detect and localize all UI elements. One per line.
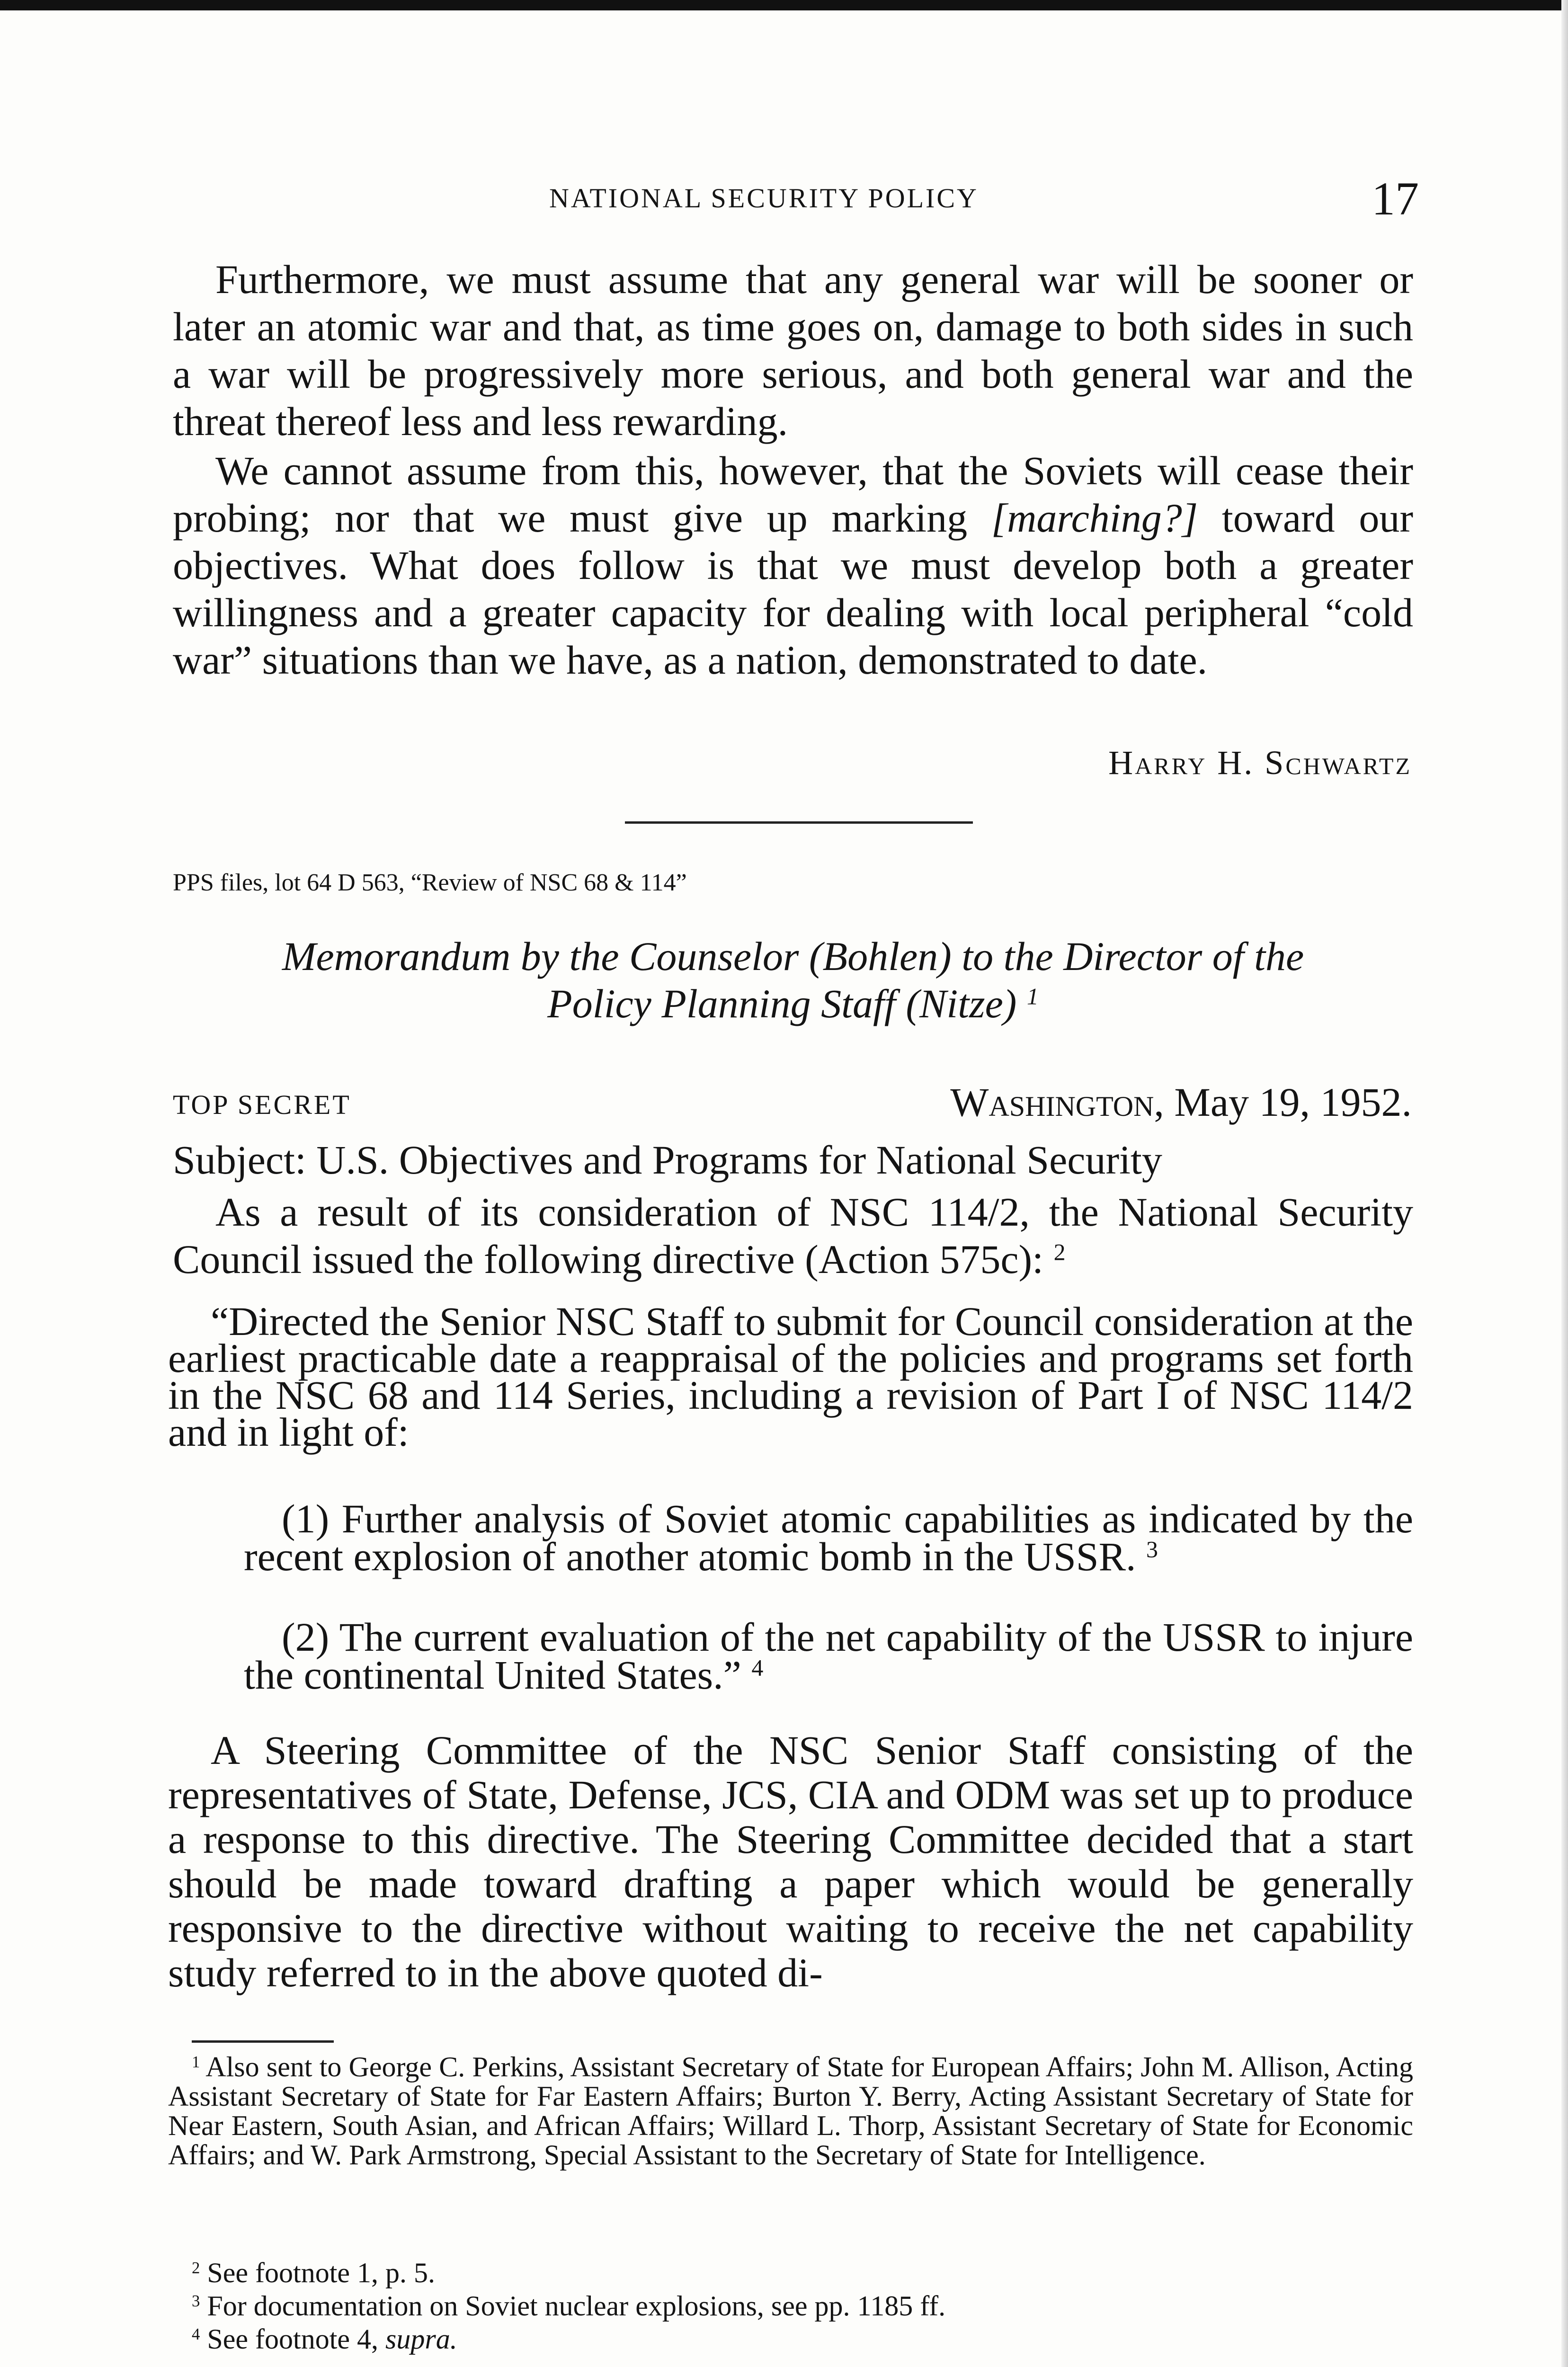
footnote-4-number: 4 <box>192 2324 200 2343</box>
footnote-2-text: See footnote 1, p. 5. <box>207 2257 435 2288</box>
editorial-insertion: [marching?] <box>991 495 1198 541</box>
footnote-4-text: See footnote 4, <box>207 2323 385 2355</box>
classification: TOP SECRET <box>173 1089 351 1120</box>
dateline-place: Washington, <box>950 1079 1164 1125</box>
footnote-1-number: 1 <box>192 2052 200 2071</box>
directive-item-1 <box>244 1496 1413 1579</box>
footnote-3-number: 3 <box>192 2291 200 2310</box>
directive-item-2-text: (2) The current evaluation of the net capability of the USSR to injure the continental United States.” <box>244 1614 1413 1698</box>
body-paragraph-2-text: We cannot assume from this, however, that the Soviets will cease their probing; nor that we must give up marking <box>173 448 1413 541</box>
memo-title-line-1: Memorandum by the Counselor (Bohlen) to the Director of the <box>282 934 1304 979</box>
footnote-2 <box>168 2258 1413 2287</box>
footnote-rule <box>192 2040 334 2043</box>
directive-item-2 <box>244 1614 1413 1698</box>
memo-paragraph-1 <box>173 1188 1413 1283</box>
directive-item-1-text: (1) Further analysis of Soviet atomic capabilities as indicated by the recent explosion of another atomic bomb in the USSR. <box>244 1496 1413 1579</box>
footnote-1-text: Also sent to George C. Perkins, Assistant Secretary of State for European Affairs; John M. Allison, Acting Assistant Secretary of State for Far Eastern Affairs; Burton Y. Berry, Acting Assistant Secretary of State for Near Eastern, South Asian, and African Affairs; Willard L. Thorp, Assistant Secretary of State for Economic Affairs; and W. Park Armstrong, Special Assistant to the Secretary of State for Intelligence. <box>168 2051 1413 2171</box>
running-head: NATIONAL SECURITY POLICY <box>549 183 979 214</box>
signature: Harry H. Schwartz <box>1108 744 1412 782</box>
source-note: PPS files, lot 64 D 563, “Review of NSC 68 & 114” <box>173 869 687 896</box>
footnote-3 <box>168 2291 1413 2321</box>
footnote-ref-4: 4 <box>751 1655 764 1681</box>
footnote-3-text: For documentation on Soviet nuclear explosions, see pp. 1185 ff. <box>207 2290 946 2322</box>
memo-title <box>173 933 1413 1027</box>
scan-right-edge <box>1561 0 1568 2367</box>
memo-title-line-2 <box>173 980 1413 1027</box>
footnote-ref-3: 3 <box>1146 1536 1158 1563</box>
dateline <box>950 1078 1412 1126</box>
memo-title-line-2-text: Policy Planning Staff (Nitze) <box>547 981 1017 1026</box>
body-paragraph-2 <box>173 447 1413 684</box>
body-paragraph-1: Furthermore, we must assume that any general war will be sooner or later an atomic war and that, as time goes on, damage to both sides in such a war will be progressively more serious, and both general war and the threat thereof less and less rewarding. <box>173 257 1413 444</box>
directive-quote: “Directed the Senior NSC Staff to submit for Council consideration at the earliest practicable date a reappraisal of the policies and programs set forth in the NSC 68 and 114 Series, including a revision of Part I of NSC 114/2 and in light of: <box>168 1299 1413 1455</box>
footnote-ref-2: 2 <box>1053 1239 1066 1265</box>
section-separator <box>625 821 973 824</box>
dateline-date: May 19, 1952. <box>1164 1079 1412 1125</box>
page-number: 17 <box>1372 172 1419 225</box>
memo-paragraph-2: A Steering Committee of the NSC Senior Staff consisting of the representatives of State, Defense, JCS, CIA and ODM was set up to produce a response to this directive. The Steering Committee decided that a start should be made toward drafting a paper which would be generally responsive to the directive without waiting to receive the net capability study referred to in the above quoted di- <box>168 1727 1413 1995</box>
footnote-4-italic: supra. <box>385 2323 457 2355</box>
footnote-2-number: 2 <box>192 2258 200 2277</box>
subject-line: Subject: U.S. Objectives and Programs for National Security <box>173 1137 1162 1183</box>
footnote-4 <box>168 2324 1413 2354</box>
scan-top-border <box>0 0 1568 10</box>
memo-paragraph-1-text: As a result of its consideration of NSC 114/2, the National Security Council issued the following directive (Action 575c): <box>173 1189 1413 1282</box>
footnote-ref-1: 1 <box>1026 983 1039 1010</box>
body-paragraph-2-text-end: toward our objectives. What does follow is that we must develop both a greater willingness and a greater capacity for dealing with local peripheral “cold war” situations than we have, as a nation, demonstrated to date. <box>173 495 1414 683</box>
footnote-1 <box>168 2052 1413 2170</box>
